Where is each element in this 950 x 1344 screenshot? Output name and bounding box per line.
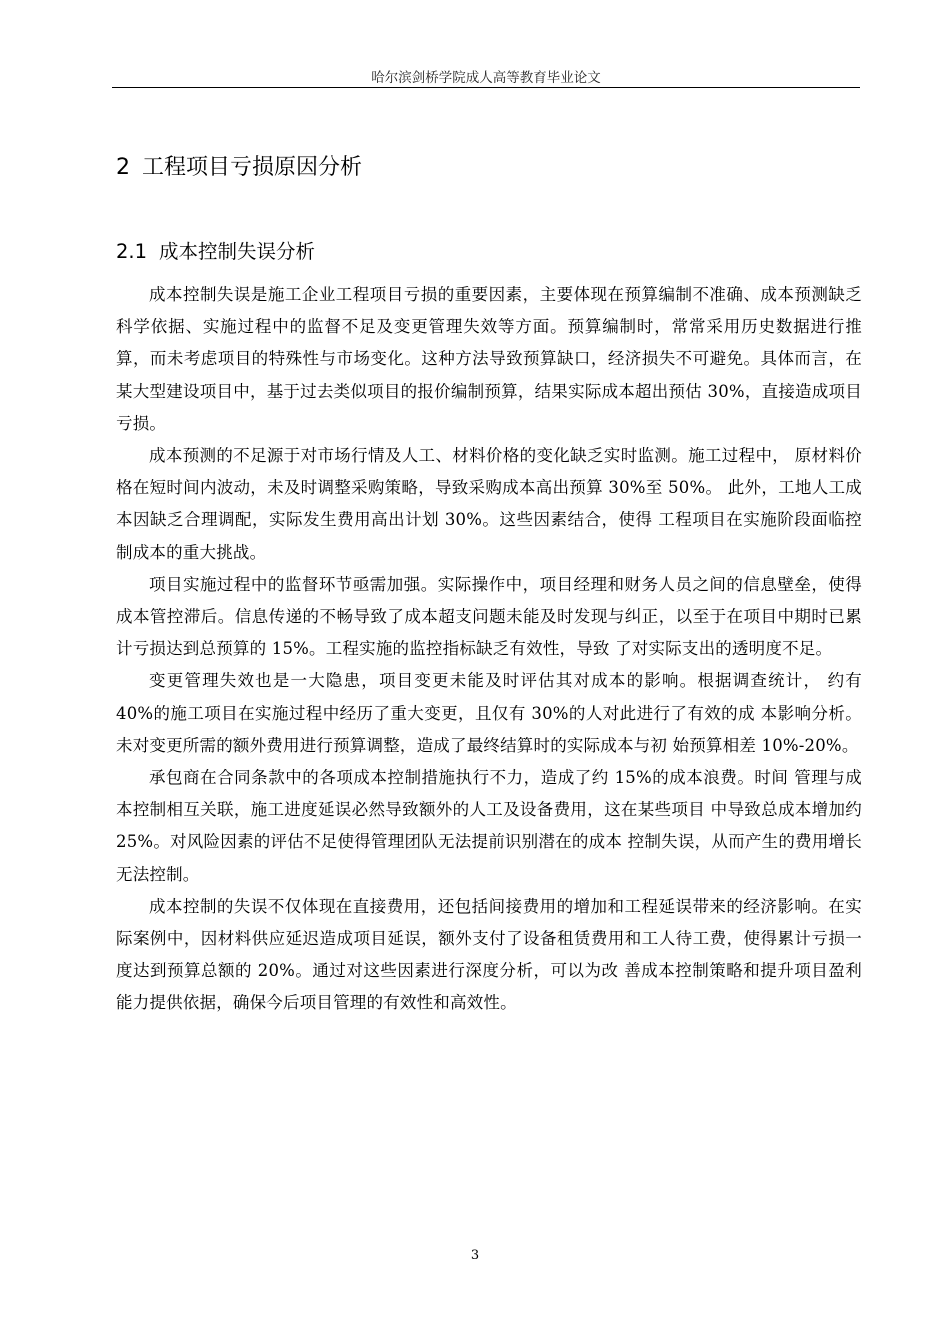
- paragraph-2: 成本预测的不足源于对市场行情及人工、材料价格的变化缺乏实时监测。施工过程中， 原材料价格在短时间内波动，未及时调整采购策略，导致采购成本高出预算 30%至 50%。 此外，工地人工成本因缺乏合理调配，实际发生费用高出计划 30%。这些因素结合，使得 工程项目在实施阶段面临控制成本的重大挑战。: [116, 446, 862, 562]
- paragraph-4: 变更管理失效也是一大隐患，项目变更未能及时评估其对成本的影响。根据调查统计， 约有 40%的施工项目在实施过程中经历了重大变更，且仅有 30%的人对此进行了有效的成 本影响分析。未对变更所需的额外费用进行预算调整，造成了最终结算时的实际成本与初 始预算相差 10%-20%。: [116, 671, 862, 755]
- paragraph-3: 项目实施过程中的监督环节亟需加强。实际操作中，项目经理和财务人员之间的信息壁垒，使得成本管控滞后。信息传递的不畅导致了成本超支问题未能及时发现与纠正，以至于在项目中期时已累计亏损达到总预算的 15%。工程实施的监控指标缺乏有效性，导致 了对实际支出的透明度不足。: [116, 574, 862, 659]
- chapter-heading: [116, 150, 362, 181]
- paragraph-1: 成本控制失误是施工企业工程项目亏损的重要因素，主要体现在预算编制不准确、成本预测缺乏科学依据、实施过程中的监督不足及变更管理失效等方面。预算编制时，常常采用历史数据进行推算，而未考虑项目的特殊性与市场变化。这种方法导致预算缺口，经济损失不可避免。具体而言，在某大型建设项目中，基于过去类似项目的报价编制预算，结果实际成本超出预估 30%，直接造成项目亏损。: [116, 285, 862, 433]
- running-header: 哈尔滨剑桥学院成人高等教育毕业论文: [371, 70, 601, 86]
- section-number: 2.1: [116, 240, 148, 263]
- header-rule: [112, 87, 860, 88]
- page-number: 3: [470, 1248, 480, 1263]
- paragraph-5: 承包商在合同条款中的各项成本控制措施执行不力，造成了约 15%的成本浪费。时间 管理与成本控制相互关联，施工进度延误必然导致额外的人工及设备费用，这在某些项目 中导致总成本增加约 25%。对风险因素的评估不足使得管理团队无法提前识别潜在的成本 控制失误，从而产生的费用增长无法控制。: [116, 768, 862, 884]
- chapter-number: 2: [116, 155, 130, 180]
- paragraph-6: 成本控制的失误不仅体现在直接费用，还包括间接费用的增加和工程延误带来的经济影响。在实际案例中，因材料供应延迟造成项目延误，额外支付了设备租赁费用和工人待工费，使得累计亏损一度达到预算总额的 20%。通过对这些因素进行深度分析，可以为改 善成本控制策略和提升项目盈利能力提供依据，确保今后项目管理的有效性和高效性。: [116, 896, 862, 1013]
- body-text: [116, 279, 862, 1020]
- chapter-title: 工程项目亏损原因分析: [142, 155, 363, 180]
- section-heading: [116, 236, 315, 264]
- section-title: 成本控制失误分析: [159, 240, 316, 263]
